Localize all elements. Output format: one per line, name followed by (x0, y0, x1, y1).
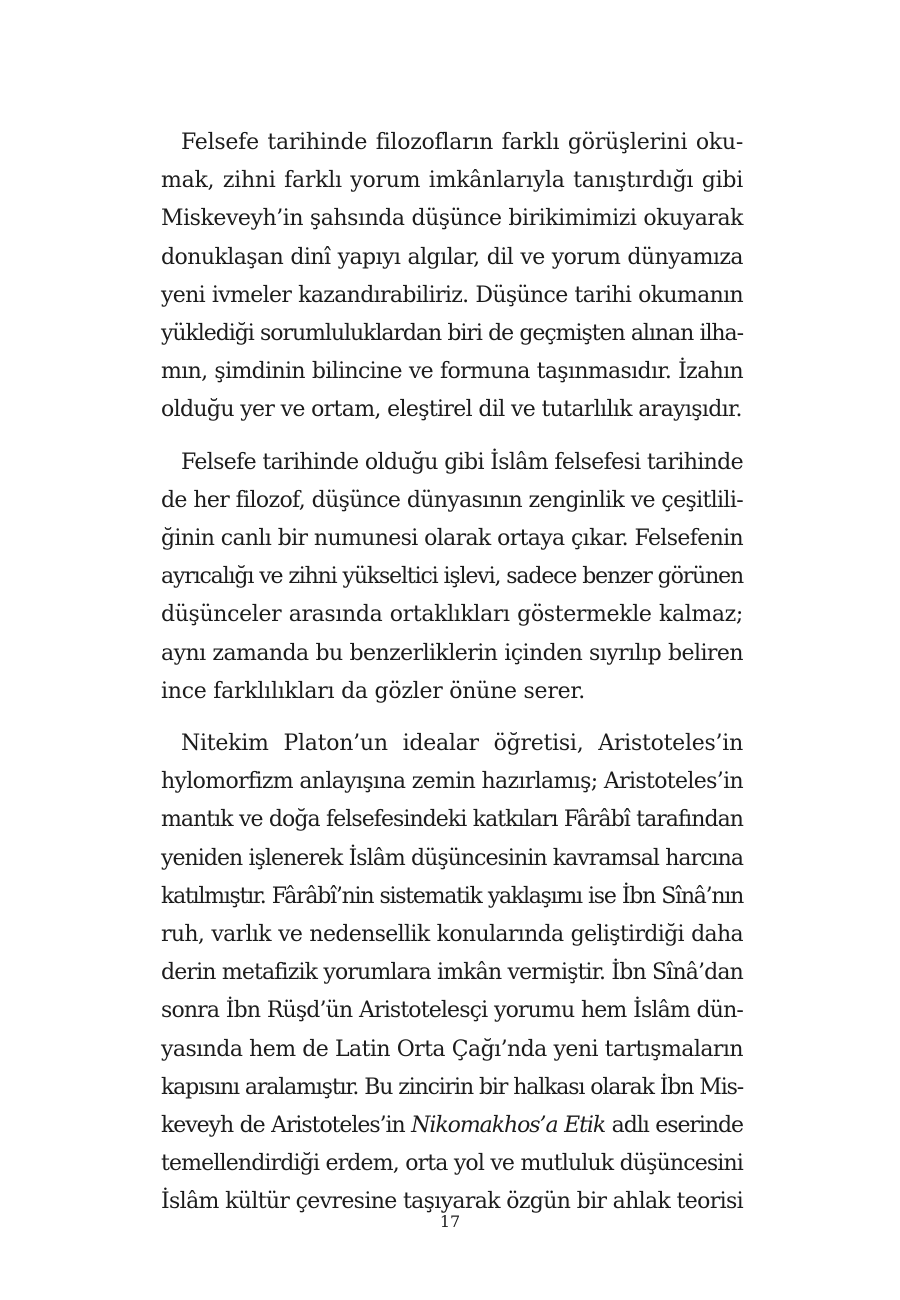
text-line: kapısını aralamıştır. Bu zincirin bir halkası olarak İbn Mis- (161, 1074, 743, 1100)
text-line: mın, şimdinin bilincine ve formuna taşınmasıdır. İzahın (161, 359, 743, 385)
text-line: ruh, varlık ve nedensellik konularında geliştirdiği daha (161, 922, 743, 948)
text-line: mak, zihni farklı yorum imkânlarıyla tanıştırdığı gibi (161, 168, 743, 194)
text-line: hylomorfizm anlayışına zemin hazırlamış; Aristoteles’in (161, 769, 743, 795)
text-line: yüklediği sorumluluklardan biri de geçmişten alınan ilha- (161, 321, 743, 347)
text-line: temellendirdiği erdem, orta yol ve mutluluk düşüncesini (161, 1151, 743, 1177)
paragraph-3 (161, 725, 743, 1222)
text-line: düşünceler arasında ortaklıkları göstermekle kalmaz; (161, 602, 743, 628)
text-line: aynı zamanda bu benzerliklerin içinden sıyrılıp beliren (161, 640, 743, 666)
text-line: sonra İbn Rüşd’ün Aristotelesçi yorumu hem İslâm dün- (161, 998, 743, 1024)
paragraph-1 (161, 124, 743, 430)
text-line: ayrıcalığı ve zihni yükseltici işlevi, sadece benzer görünen (161, 564, 743, 590)
text-line: yeniden işlenerek İslâm düşüncesinin kavramsal harcına (161, 845, 743, 871)
text-line: Miskeveyh’in şahsında düşünce birikimimizi okuyarak (161, 206, 743, 232)
text-line: Felsefe tarihinde filozofların farklı görüşlerini oku- (181, 130, 743, 155)
text-line: yasında hem de Latin Orta Çağı’nda yeni tartışmaların (161, 1036, 743, 1062)
body-text (161, 124, 743, 1236)
text-line: katılmıştır. Fârâbî’nin sistematik yaklaşımı ise İbn Sînâ’nın (161, 883, 743, 909)
text-line: olduğu yer ve ortam, eleştirel dil ve tutarlılık arayışıdır. (161, 397, 742, 423)
paragraph-2 (161, 444, 743, 711)
page-number: 17 (439, 1212, 461, 1231)
text-line: mantık ve doğa felsefesindeki katkıları Fârâbî tarafından (161, 807, 743, 833)
text-line: Nitekim Platon’un idealar öğretisi, Aristoteles’in (181, 731, 743, 757)
book-title-italic: Nikomakhos’a Etik (411, 1113, 606, 1139)
text-line: ğinin canlı bir numunesi olarak ortaya çıkar. Felsefenin (161, 526, 743, 552)
text-line: İslâm kültür çevresine taşıyarak özgün bir ahlak teorisi (161, 1189, 743, 1215)
text-line: Felsefe tarihinde olduğu gibi İslâm felsefesi tarihinde (181, 449, 743, 475)
text-line: derin metafizik yorumlara imkân vermiştir. İbn Sînâ’dan (161, 960, 743, 986)
text-span: adlı eserinde (605, 1113, 743, 1139)
text-line: de her filozof, düşünce dünyasının zenginlik ve çeşitlili- (161, 487, 743, 513)
text-line: yeni ivmeler kazandırabiliriz. Düşünce tarihi okumanın (161, 282, 743, 308)
text-line: donuklaşan dinî yapıyı algılar, dil ve yorum dünyamıza (161, 244, 743, 270)
text-line-with-italic-title (161, 1107, 743, 1145)
text-line: ince farklılıkları da gözler önüne serer. (161, 678, 585, 704)
text-span: keveyh de Aristoteles’in (161, 1113, 412, 1139)
